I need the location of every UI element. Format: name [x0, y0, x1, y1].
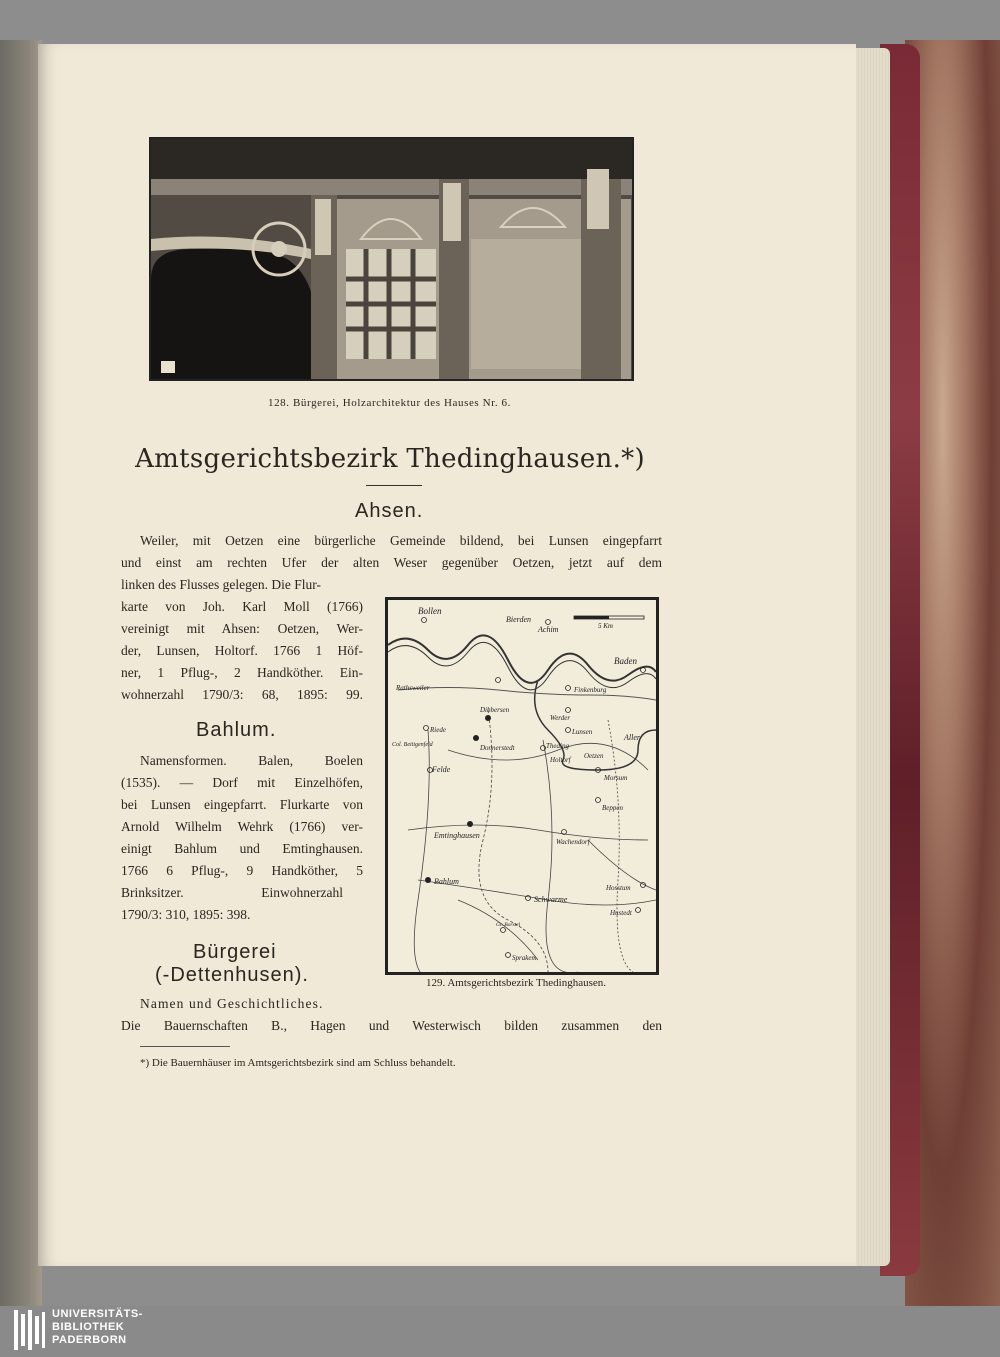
bahlum-line: einigt Bahlum und Emtinghausen. — [121, 841, 363, 856]
ahsen-line: und einst am rechten Ufer der alten Weser gegenüber Oetzen, jetzt auf dem — [121, 555, 662, 570]
map-label-hosstum: Hosstum — [606, 884, 631, 892]
ahsen-line: ner, 1 Pflug-, 2 Handköther. Ein- — [121, 665, 363, 680]
ahsen-line: der, Lunsen, Holtorf. 1766 1 Höf- — [121, 643, 363, 658]
buergerei-line: Namen und Geschichtliches. — [140, 996, 324, 1011]
map-label-theding: Theding — [546, 742, 569, 750]
footnote: *) Die Bauernhäuser im Amtsgerichtsbezirk sind am Schluss behandelt. — [140, 1057, 456, 1069]
map-caption: 129. Amtsgerichtsbezirk Thedinghausen. — [425, 977, 607, 989]
map-label-beppen: Beppen — [602, 804, 623, 812]
house-photograph — [149, 137, 634, 381]
map-label-werder: Werder — [550, 714, 571, 722]
library-name-line3: PADERBORN — [52, 1334, 127, 1346]
bahlum-line: Brinksitzer. Einwohnerzahl — [121, 885, 343, 900]
library-logo-icon — [12, 1308, 46, 1352]
ahsen-line: Weiler, mit Oetzen eine bürgerliche Gemeinde bildend, bei Lunsen eingepfarrt — [140, 533, 662, 548]
map-label-hustedt: Hustedt — [610, 909, 632, 917]
map-label-emtinghausen: Emtinghausen — [434, 831, 480, 840]
map-label-bollen: Bollen — [418, 606, 442, 616]
section-title-bahlum: Bahlum. — [196, 719, 277, 741]
bahlum-line: bei Lunsen eingepfarrt. Flurkarte von — [121, 797, 363, 812]
bahlum-line: (1535). — Dorf mit Einzelhöfen, — [121, 775, 363, 790]
map-label-wachendorf: Wachendorf — [556, 838, 590, 846]
map-label-beitigenfeld: Col. Beitigenfeld — [392, 742, 433, 748]
map-label-holtorf: Holtorf — [550, 756, 571, 764]
buergerei-line: Die Bauernschaften B., Hagen und Westerwisch bilden zusammen den — [121, 1018, 662, 1033]
map-label-schwarme: Schwarme — [534, 895, 568, 904]
heading-rule — [366, 485, 422, 486]
map-label-donnerstedt: Donnerstedt — [480, 744, 515, 752]
ahsen-line: linken des Flusses gelegen. Die Flur- — [121, 577, 321, 592]
footnote-rule — [140, 1046, 230, 1047]
map-label-bahlum: Bahlum — [434, 877, 459, 886]
section-title-ahsen: Ahsen. — [355, 500, 424, 522]
bahlum-line: Arnold Wilhelm Wehrk (1766) ver- — [121, 819, 363, 834]
map-label-borstel: Gr. Borstel — [496, 922, 521, 928]
ahsen-line: vereinigt mit Ahsen: Oetzen, Wer- — [121, 621, 363, 636]
map-label-sprakem: Sprakem — [512, 954, 537, 962]
map-label-felde: Felde — [432, 765, 451, 774]
map-label-aller: Aller — [624, 733, 640, 742]
page-heading: Amtsgerichtsbezirk Thedinghausen.*) — [135, 444, 645, 474]
bahlum-line: 1790/3: 310, 1895: 398. — [121, 907, 251, 922]
map-label-oetzen: Oetzen — [584, 752, 604, 760]
section-title-buergerei-sub: (-Dettenhusen). — [155, 964, 309, 986]
map-label-morsum: Morsum — [604, 774, 628, 782]
library-name-line2: BIBLIOTHEK — [52, 1321, 125, 1333]
map-label-rathsweiler: Rathsweiler — [396, 684, 430, 692]
ahsen-line: karte von Joh. Karl Moll (1766) — [121, 599, 363, 614]
map-label-lunsen: Lunsen — [572, 728, 593, 736]
library-name-line1: UNIVERSITÄTS- — [52, 1308, 143, 1320]
district-map — [385, 597, 659, 975]
bahlum-line: 1766 6 Pflug-, 9 Handköther, 5 — [121, 863, 363, 878]
map-label-finkenburg: Finkenburg — [574, 686, 607, 694]
bahlum-line: Namensformen. Balen, Boelen — [140, 753, 363, 768]
book-cover-left — [0, 40, 42, 1306]
map-label-bierden: Bierden — [506, 615, 532, 624]
photo-caption: 128. Bürgerei, Holzarchitektur des Hauses Nr. 6. — [267, 397, 512, 409]
map-label-riede: Riede — [430, 726, 446, 734]
map-label-achim: Achim — [538, 625, 559, 634]
photographer-monogram — [161, 361, 175, 373]
map-label-dibbersen: Dibbersen — [480, 706, 510, 714]
ahsen-line: wohnerzahl 1790/3: 68, 1895: 99. — [121, 687, 363, 702]
map-scale-label: 5 Km — [598, 622, 613, 630]
map-label-baden: Baden — [614, 656, 637, 666]
library-footer — [0, 1306, 1000, 1356]
section-title-buergerei: Bürgerei — [193, 941, 277, 963]
